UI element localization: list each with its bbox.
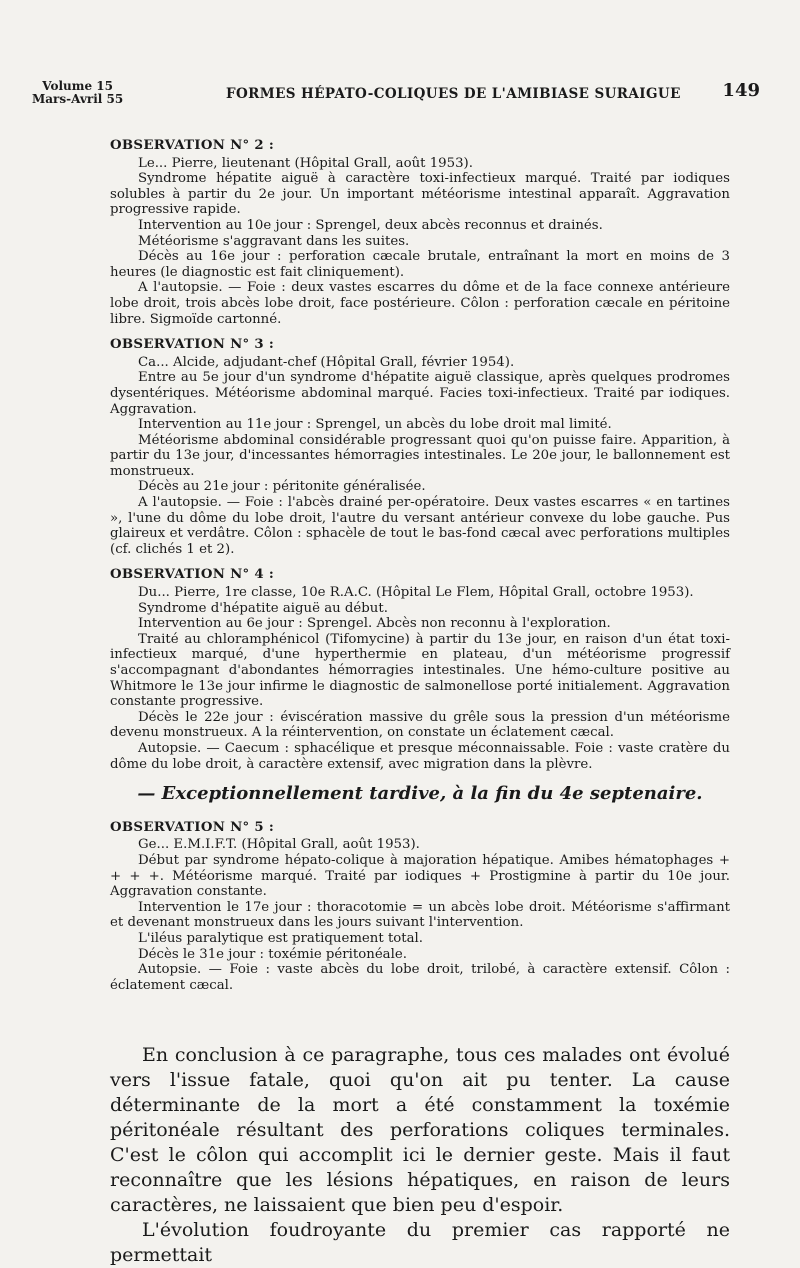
paragraph: A l'autopsie. — Foie : l'abcès drainé per-opératoire. Deux vastes escarres « en tartines », l'une du dôme du lobe droit, l'autre du versant antérieur convexe du lobe gauche. Pus glaireux et verdâtre. Côlon : sphacèle de tout le bas-fond cæcal avec perforations multiples (cf. clichés 1 et 2). [110, 495, 730, 557]
conclusion [110, 1043, 730, 1268]
paragraph: Syndrome d'hépatite aiguë au début. [138, 600, 388, 616]
paragraph: Intervention au 11e jour : Sprengel, un abcès du lobe droit mal limité. [138, 417, 612, 433]
paragraph: Entre au 5e jour d'un syndrome d'hépatite aiguë classique, après quelques prodromes dysentériques. Météorisme abdominal marqué. Facies toxi-infectieux. Traité par iodiques. Aggravation. [110, 370, 730, 417]
paragraph: Intervention au 6e jour : Sprengel. Abcès non reconnu à l'exploration. [138, 616, 611, 632]
paragraph: Décès le 22e jour : éviscération massive du grêle sous la pression d'un météorisme devenu monstrueux. A la réintervention, on constate un éclatement cæcal. [110, 709, 730, 741]
page-header [14, 80, 760, 120]
paragraph: Du... Pierre, 1re classe, 10e R.A.C. (Hôpital Le Flem, Hôpital Grall, octobre 1953). [138, 585, 694, 601]
volume-info [32, 80, 123, 106]
observation-3 [110, 337, 730, 557]
running-title: FORMES HÉPATO-COLIQUES DE L'AMIBIASE SURAIGUE [226, 86, 681, 102]
paragraph: Intervention le 17e jour : thoracotomie = un abcès lobe droit. Météorisme s'affirmant et devenant monstrueux dans les jours suivant l'intervention. [110, 899, 730, 931]
observation-5 [110, 820, 730, 994]
paragraph: A l'autopsie. — Foie : deux vastes escarres du dôme et de la face connexe antérieure lobe droit, trois abcès lobe droit, face postérieure. Côlon : perforation cæcale en péritoine libre. Sigmoïde cartonné. [110, 280, 730, 327]
paragraph: Météorisme s'aggravant dans les suites. [138, 233, 410, 249]
page-number: 149 [722, 80, 760, 101]
conclusion-paragraph: En conclusion à ce paragraphe, tous ces malades ont évolué vers l'issue fatale, quoi qu'on ait pu tenter. La cause déterminante de la mort a été constamment la toxémie péritonéale résultant des perforations coliques terminales. C'est le côlon qui accomplit ici le dernier geste. Mais il faut reconnaître que les lésions hépatiques, en raison de leurs caractères, ne laissaient que bien peu d'espoir. [110, 1044, 730, 1216]
observation-2 [110, 138, 730, 327]
paragraph: Ca... Alcide, adjudant-chef (Hôpital Grall, février 1954). [138, 354, 515, 370]
paragraph: Début par syndrome hépato-colique à majoration hépatique. Amibes hématophages + + + +. Météorisme marqué. Traité par iodiques + Prostigmine à partir du 10e jour. Aggravation constante. [110, 852, 730, 900]
paragraph: Décès le 31e jour : toxémie péritonéale. [138, 946, 407, 962]
main-text [110, 138, 730, 1003]
issue-date: Mars-Avril 55 [32, 92, 124, 106]
paragraph: Décès au 21e jour : péritonite généralisée. [138, 479, 426, 495]
paragraph: Syndrome hépatite aiguë à caractère toxi-infectieux marqué. Traité par iodiques solubles à partir du 2e jour. Un important météorisme intestinal apparaît. Aggravation progressive rapide. [110, 171, 730, 218]
observation-title: OBSERVATION N° 5 : [110, 819, 275, 835]
observation-title: OBSERVATION N° 2 : [110, 138, 275, 153]
paragraph: Météorisme abdominal considérable progressant quoi qu'on puisse faire. Apparition, à partir du 13e jour, d'incessantes hémorragies intestinales. Le 20e jour, le ballonnement est monstrueux. [110, 432, 730, 479]
paragraph: Décès au 16e jour : perforation cæcale brutale, entraînant la mort en moins de 3 heures (le diagnostic est fait cliniquement). [110, 249, 730, 280]
observation-4 [110, 567, 730, 772]
conclusion-paragraph: L'évolution foudroyante du premier cas rapporté ne permettait [110, 1219, 730, 1266]
paragraph: Autopsie. — Caecum : sphacélique et presque méconnaissable. Foie : vaste cratère du dôme du lobe droit, à caractère extensif, avec migration dans la plèvre. [110, 740, 730, 772]
paragraph: Traité au chloramphénicol (Tifomycine) à partir du 13e jour, en raison d'un état toxi-infectieux marqué, d'une hyperthermie en plateau, d'un météorisme progressif s'accompagnant d'abondantes hémorragies intestinales. Une hémo-culture positive au Whitmore le 13e jour infirme le diagnostic de salmonellose porté initialement. Aggravation constante progressive. [110, 631, 730, 710]
volume-label: Volume 15 [42, 79, 113, 93]
paragraph: Ge... E.M.I.F.T. (Hôpital Grall, août 1953). [138, 837, 420, 853]
paragraph: Le... Pierre, lieutenant (Hôpital Grall, août 1953). [138, 155, 473, 171]
paragraph: Autopsie. — Foie : vaste abcès du lobe droit, trilobé, à caractère extensif. Côlon : éclatement cæcal. [110, 962, 730, 993]
observation-title: OBSERVATION N° 3 : [110, 337, 275, 353]
section-heading: — Exceptionnellement tardive, à la fin du 4e septenaire. [137, 783, 703, 805]
observation-title: OBSERVATION N° 4 : [110, 567, 275, 583]
paragraph: L'iléus paralytique est pratiquement total. [138, 930, 424, 946]
paragraph: Intervention au 10e jour : Sprengel, deux abcès reconnus et drainés. [138, 217, 603, 233]
